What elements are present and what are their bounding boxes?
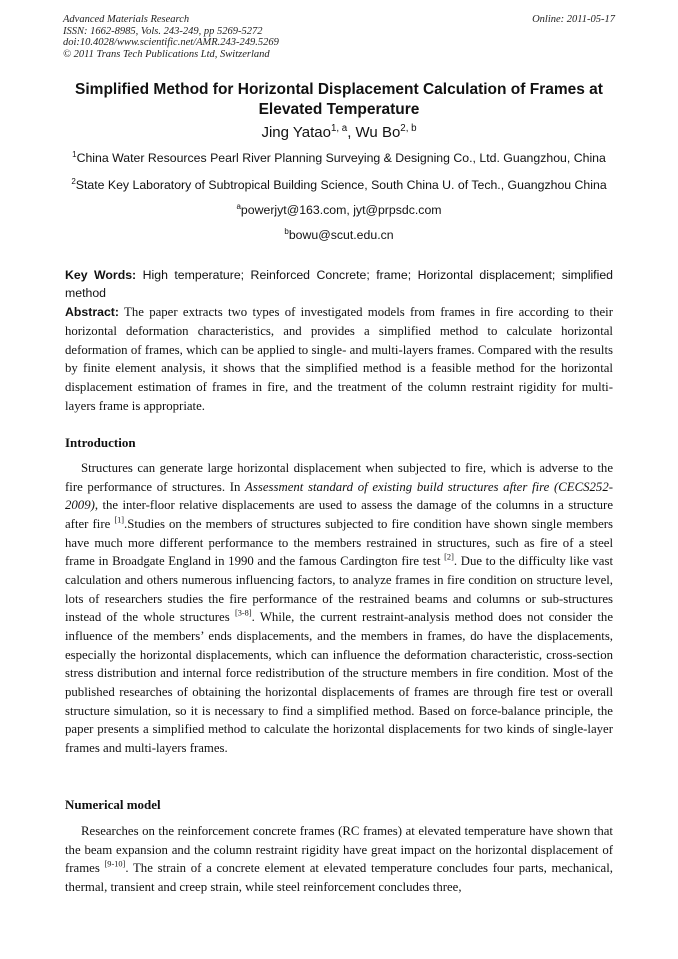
author-separator: , — [347, 124, 356, 141]
numerical-text-1: Researches on the reinforcement concrete frames (RC frames) at elevated temperature have shown that the beam expansion and the column restraint rigidity have great impact on the horizontal displacement of frames — [65, 824, 613, 876]
intro-ref-1: [1] — [114, 515, 125, 525]
intro-text-4: . Due to the difficulty like vast calculation and others numerous influencing factors, to analyze frames in fire condition on structure level, lots of researchers studies the fire performance of the restrained beams and columns or sub-structures instead of the whole structures — [65, 554, 613, 625]
email-b-sup: b — [284, 226, 289, 236]
email-b-text: bowu@scut.edu.cn — [288, 228, 394, 242]
issn-line: ISSN: 1662-8985, Vols. 243-249, pp 5269-5272 — [63, 25, 263, 37]
abstract-label: Abstract: — [65, 305, 119, 319]
numerical-model-heading: Numerical model — [65, 797, 161, 812]
intro-text-3: .Studies on the members of structures subjected to fire condition have shown single members have much more different performance to the members restrained in structures, such as fire of a steel frame in Broadgate England in 1990 and the famous Cardington fire test — [65, 516, 613, 569]
author-2-name: Wu Bo — [355, 124, 401, 141]
affiliation-2-sup: 2 — [71, 176, 76, 186]
numerical-text-2: . The strain of a concrete element at elevated temperature concludes four parts, mechanical, thermal, transient and creep strain, while steel reinforcement concludes three, — [65, 861, 613, 894]
journal-header — [63, 14, 279, 60]
email-a-text: powerjyt@163.com, jyt@prpsdc.com — [240, 203, 442, 217]
introduction-heading: Introduction — [65, 435, 136, 450]
intro-text-5: . While, the current restraint-analysis method does not consider the influence of the members’ ends displacements, and the members in frames, do have the displacements, especially the horizontal displacements, which can influence the deformation characteristic, cross-section stress distribution and internal force redistribution of the structure members in fire condition. Most of the published researches of obtaining the horizontal displacements of frames are through fire test or overall structure simulation, so it is necessary to find a simplified method. Based on force-balance principle, the paper presents a simplified method to calculate the horizontal displacements for two kinds of single-layer frames and multi-layers frames. — [65, 610, 613, 755]
email-a — [60, 203, 618, 217]
numerical-ref-1: [9-10] — [104, 860, 126, 870]
affiliation-2-text: State Key Laboratory of Subtropical Building Science, South China U. of Tech., Guangzhou China — [75, 178, 607, 192]
abstract — [65, 303, 613, 416]
affiliation-1-text: China Water Resources Pearl River Planning Surveying & Designing Co., Ltd. Guangzhou, China — [76, 151, 606, 165]
intro-ref-2: [2] — [444, 553, 454, 563]
author-1-name: Jing Yatao — [261, 124, 331, 141]
author-2-sup: 2, b — [400, 123, 417, 134]
author-1-sup: 1, a — [330, 123, 348, 134]
affiliation-1-sup: 1 — [72, 149, 77, 159]
intro-text-1: Structures can generate large horizontal displacement when subjected to fire, which is adverse to the fire performance of structures. In — [65, 461, 613, 494]
intro-ref-3: [3-8] — [234, 608, 252, 618]
affiliation-2 — [60, 178, 618, 192]
keywords — [65, 266, 613, 302]
online-date: Online: 2011-05-17 — [532, 14, 615, 25]
keywords-label: Key Words: — [65, 268, 137, 282]
numerical-model-paragraph — [65, 822, 613, 897]
affiliation-1 — [60, 151, 618, 165]
authors-line — [60, 124, 618, 141]
intro-text-2: , the inter-floor relative displacements are used to assess the damage of the columns in a structure after fire — [65, 498, 613, 531]
journal-name: Advanced Materials Research — [63, 14, 190, 25]
introduction-paragraph — [65, 459, 613, 758]
doi-line: doi:10.4028/www.scientific.net/AMR.243-249.5269 — [63, 37, 279, 48]
paper-title: Simplified Method for Horizontal Displacement Calculation of Frames at Elevated Temperature — [75, 81, 603, 118]
email-a-sup: a — [236, 201, 241, 211]
keywords-text: High temperature; Reinforced Concrete; frame; Horizontal displacement; simplified method — [65, 268, 613, 300]
copyright-line: © 2011 Trans Tech Publications Ltd, Switzerland — [63, 48, 270, 60]
intro-standard-citation: Assessment standard of existing build structures after fire (CECS252-2009) — [65, 479, 613, 513]
email-b — [60, 228, 618, 242]
abstract-text: The paper extracts two types of investigated models from frames in fire according to their horizontal deformation characteristics, and provides a simplified method to calculate horizontal deformation of frames, which can be applied to single- and multi-layers frames. Compared with the results by finite element analysis, it shows that the simplified method is a feasible method for the horizontal displacement estimation of frames in fire, and the treatment of the column restraint rigidity for multi-layers frame is appropriate. — [65, 305, 613, 413]
